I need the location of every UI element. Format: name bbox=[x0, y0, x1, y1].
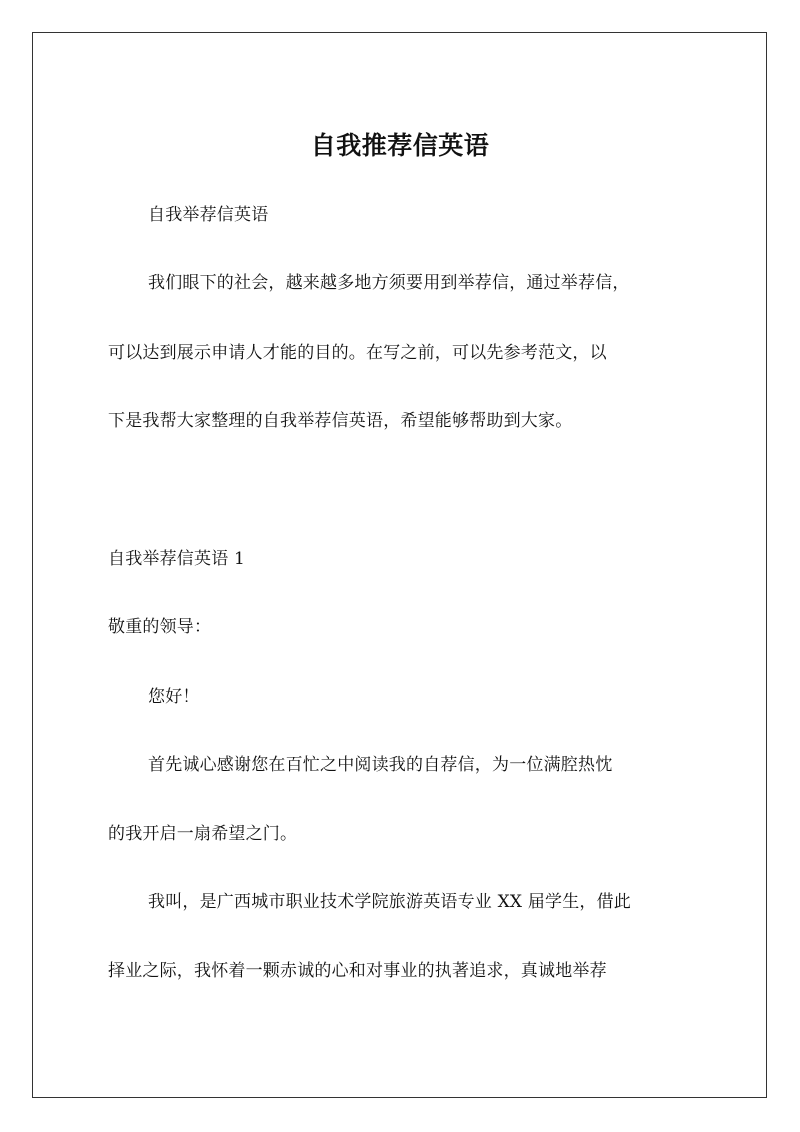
salutation: 敬重的领导： bbox=[108, 617, 212, 637]
intro-line-2: 可以达到展示申请人才能的目的。在写之前，可以先参考范文，以 bbox=[108, 343, 607, 363]
body-line-4: 择业之际，我怀着一颗赤诚的心和对事业的执著追求，真诚地举荐 bbox=[108, 961, 607, 981]
section-heading: 自我举荐信英语 1 bbox=[108, 549, 246, 569]
subtitle-line: 自我举荐信英语 bbox=[148, 205, 269, 225]
intro-line-1: 我们眼下的社会，越来越多地方须要用到举荐信，通过举荐信， bbox=[148, 273, 630, 293]
intro-line-3: 下是我帮大家整理的自我举荐信英语，希望能够帮助到大家。 bbox=[108, 411, 573, 431]
body-line-1: 首先诚心感谢您在百忙之中阅读我的自荐信，为一位满腔热忱 bbox=[148, 755, 613, 775]
body-line-3: 我叫，是广西城市职业技术学院旅游英语专业 XX 届学生，借此 bbox=[148, 892, 632, 912]
document-title: 自我推荐信英语 bbox=[310, 131, 490, 160]
body-line-2: 的我开启一扇希望之门。 bbox=[108, 824, 298, 844]
greeting: 您好！ bbox=[148, 687, 200, 707]
